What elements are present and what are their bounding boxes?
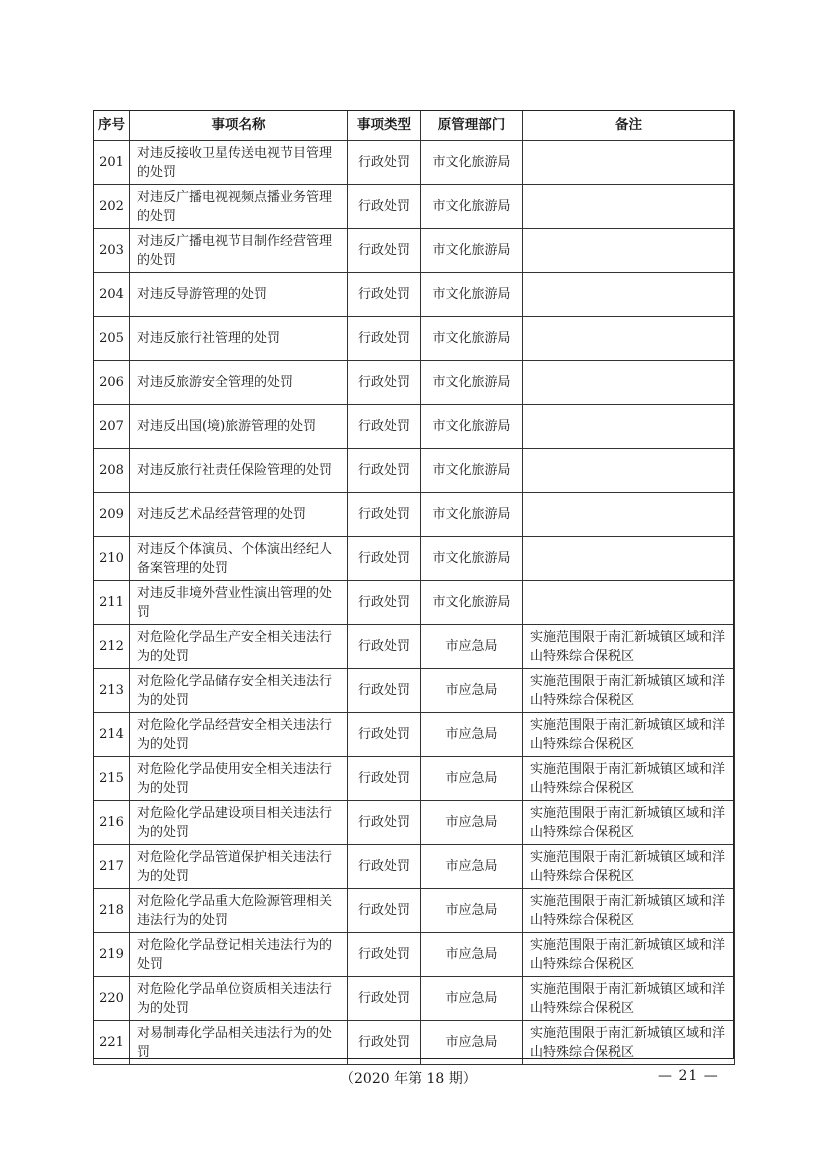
cell-dept: 市文化旅游局 xyxy=(421,317,523,361)
table-row xyxy=(94,273,735,317)
cell-type: 行政处罚 xyxy=(348,493,421,537)
cell-seq: 210 xyxy=(94,537,130,581)
cell-note: 实施范围限于南汇新城镇区域和洋山特殊综合保税区 xyxy=(523,889,735,933)
cell-dept: 市应急局 xyxy=(421,757,523,801)
cell-name: 对危险化学品管道保护相关违法行为的处罚 xyxy=(130,845,348,889)
cell-seq: 215 xyxy=(94,757,130,801)
table-row xyxy=(94,977,735,1021)
cell-dept: 市应急局 xyxy=(421,625,523,669)
table-row xyxy=(94,493,735,537)
cell-type: 行政处罚 xyxy=(348,361,421,405)
cell-name: 对违反广播电视视频点播业务管理的处罚 xyxy=(130,185,348,229)
cell-seq: 220 xyxy=(94,977,130,1021)
table-row xyxy=(94,185,735,229)
cell-note xyxy=(523,273,735,317)
cell-type: 行政处罚 xyxy=(348,625,421,669)
cell-dept: 市应急局 xyxy=(421,889,523,933)
cell-name: 对危险化学品使用安全相关违法行为的处罚 xyxy=(130,757,348,801)
cell-seq: 217 xyxy=(94,845,130,889)
cell-dept: 市文化旅游局 xyxy=(421,273,523,317)
cell-type: 行政处罚 xyxy=(348,141,421,185)
table-row xyxy=(94,889,735,933)
cell-note: 实施范围限于南汇新城镇区域和洋山特殊综合保税区 xyxy=(523,713,735,757)
cell-note xyxy=(523,317,735,361)
cell-dept: 市应急局 xyxy=(421,801,523,845)
cell-name: 对违反接收卫星传送电视节目管理的处罚 xyxy=(130,141,348,185)
cell-note xyxy=(523,229,735,273)
cell-dept: 市文化旅游局 xyxy=(421,405,523,449)
cell-name: 对违反旅行社管理的处罚 xyxy=(130,317,348,361)
cell-seq: 221 xyxy=(94,1021,130,1065)
header-dept: 原管理部门 xyxy=(421,111,523,141)
table-row xyxy=(94,801,735,845)
cell-name: 对危险化学品储存安全相关违法行为的处罚 xyxy=(130,669,348,713)
cell-type: 行政处罚 xyxy=(348,185,421,229)
cell-note: 实施范围限于南汇新城镇区域和洋山特殊综合保税区 xyxy=(523,801,735,845)
cell-note xyxy=(523,361,735,405)
cell-type: 行政处罚 xyxy=(348,757,421,801)
cell-seq: 205 xyxy=(94,317,130,361)
cell-type: 行政处罚 xyxy=(348,273,421,317)
table-row xyxy=(94,317,735,361)
cell-type: 行政处罚 xyxy=(348,669,421,713)
cell-dept: 市文化旅游局 xyxy=(421,229,523,273)
cell-name: 对危险化学品建设项目相关违法行为的处罚 xyxy=(130,801,348,845)
cell-type: 行政处罚 xyxy=(348,1021,421,1065)
cell-seq: 211 xyxy=(94,581,130,625)
table-row xyxy=(94,449,735,493)
cell-name: 对危险化学品经营安全相关违法行为的处罚 xyxy=(130,713,348,757)
cell-type: 行政处罚 xyxy=(348,801,421,845)
cell-name: 对违反个体演员、个体演出经纪人备案管理的处罚 xyxy=(130,537,348,581)
cell-seq: 213 xyxy=(94,669,130,713)
cell-dept: 市文化旅游局 xyxy=(421,493,523,537)
items-table xyxy=(93,110,735,1065)
cell-seq: 218 xyxy=(94,889,130,933)
cell-name: 对危险化学品单位资质相关违法行为的处罚 xyxy=(130,977,348,1021)
cell-seq: 204 xyxy=(94,273,130,317)
table-row xyxy=(94,537,735,581)
table-row xyxy=(94,141,735,185)
issue-label: （2020 年第 18 期） xyxy=(340,1071,477,1087)
table-row xyxy=(94,625,735,669)
cell-name: 对危险化学品登记相关违法行为的处罚 xyxy=(130,933,348,977)
table-row xyxy=(94,669,735,713)
table-row xyxy=(94,713,735,757)
cell-type: 行政处罚 xyxy=(348,845,421,889)
cell-name: 对违反广播电视节目制作经营管理的处罚 xyxy=(130,229,348,273)
cell-seq: 207 xyxy=(94,405,130,449)
cell-note xyxy=(523,537,735,581)
cell-name: 对危险化学品重大危险源管理相关违法行为的处罚 xyxy=(130,889,348,933)
cell-note: 实施范围限于南汇新城镇区域和洋山特殊综合保税区 xyxy=(523,757,735,801)
cell-name: 对违反艺术品经营管理的处罚 xyxy=(130,493,348,537)
table-row xyxy=(94,361,735,405)
cell-type: 行政处罚 xyxy=(348,933,421,977)
cell-seq: 214 xyxy=(94,713,130,757)
table-header-row xyxy=(94,111,735,141)
cell-seq: 208 xyxy=(94,449,130,493)
cell-note: 实施范围限于南汇新城镇区域和洋山特殊综合保税区 xyxy=(523,669,735,713)
table-row xyxy=(94,757,735,801)
cell-note xyxy=(523,581,735,625)
cell-note xyxy=(523,449,735,493)
cell-seq: 203 xyxy=(94,229,130,273)
header-type: 事项类型 xyxy=(348,111,421,141)
cell-note xyxy=(523,141,735,185)
cell-type: 行政处罚 xyxy=(348,581,421,625)
cell-seq: 216 xyxy=(94,801,130,845)
header-name: 事项名称 xyxy=(130,111,348,141)
cell-note: 实施范围限于南汇新城镇区域和洋山特殊综合保税区 xyxy=(523,977,735,1021)
cell-seq: 212 xyxy=(94,625,130,669)
cell-note xyxy=(523,493,735,537)
cell-seq: 219 xyxy=(94,933,130,977)
cell-type: 行政处罚 xyxy=(348,977,421,1021)
cell-type: 行政处罚 xyxy=(348,537,421,581)
cell-name: 对违反导游管理的处罚 xyxy=(130,273,348,317)
cell-name: 对违反非境外营业性演出管理的处罚 xyxy=(130,581,348,625)
cell-seq: 202 xyxy=(94,185,130,229)
cell-seq: 206 xyxy=(94,361,130,405)
cell-type: 行政处罚 xyxy=(348,889,421,933)
cell-type: 行政处罚 xyxy=(348,449,421,493)
cell-dept: 市文化旅游局 xyxy=(421,449,523,493)
cell-name: 对危险化学品生产安全相关违法行为的处罚 xyxy=(130,625,348,669)
header-seq: 序号 xyxy=(94,111,130,141)
cell-dept: 市文化旅游局 xyxy=(421,537,523,581)
cell-type: 行政处罚 xyxy=(348,229,421,273)
cell-note: 实施范围限于南汇新城镇区域和洋山特殊综合保税区 xyxy=(523,845,735,889)
table-row xyxy=(94,581,735,625)
table-row xyxy=(94,229,735,273)
cell-type: 行政处罚 xyxy=(348,713,421,757)
cell-name: 对违反旅游安全管理的处罚 xyxy=(130,361,348,405)
cell-note: 实施范围限于南汇新城镇区域和洋山特殊综合保税区 xyxy=(523,625,735,669)
cell-dept: 市应急局 xyxy=(421,1021,523,1065)
cell-seq: 209 xyxy=(94,493,130,537)
cell-dept: 市文化旅游局 xyxy=(421,141,523,185)
cell-dept: 市应急局 xyxy=(421,933,523,977)
cell-dept: 市文化旅游局 xyxy=(421,361,523,405)
cell-type: 行政处罚 xyxy=(348,405,421,449)
table-row xyxy=(94,845,735,889)
cell-name: 对违反出国(境)旅游管理的处罚 xyxy=(130,405,348,449)
cell-name: 对易制毒化学品相关违法行为的处罚 xyxy=(130,1021,348,1065)
cell-note xyxy=(523,405,735,449)
cell-dept: 市应急局 xyxy=(421,845,523,889)
cell-dept: 市文化旅游局 xyxy=(421,581,523,625)
cell-dept: 市应急局 xyxy=(421,669,523,713)
page-number: — 21 — xyxy=(658,1068,719,1084)
table-row xyxy=(94,405,735,449)
cell-note: 实施范围限于南汇新城镇区域和洋山特殊综合保税区 xyxy=(523,1021,735,1065)
cell-note xyxy=(523,185,735,229)
table-row xyxy=(94,1021,735,1065)
table-row xyxy=(94,933,735,977)
cell-note: 实施范围限于南汇新城镇区域和洋山特殊综合保税区 xyxy=(523,933,735,977)
cell-dept: 市应急局 xyxy=(421,977,523,1021)
cell-type: 行政处罚 xyxy=(348,317,421,361)
cell-name: 对违反旅行社责任保险管理的处罚 xyxy=(130,449,348,493)
cell-dept: 市应急局 xyxy=(421,713,523,757)
header-note: 备注 xyxy=(523,111,735,141)
cell-seq: 201 xyxy=(94,141,130,185)
cell-dept: 市文化旅游局 xyxy=(421,185,523,229)
